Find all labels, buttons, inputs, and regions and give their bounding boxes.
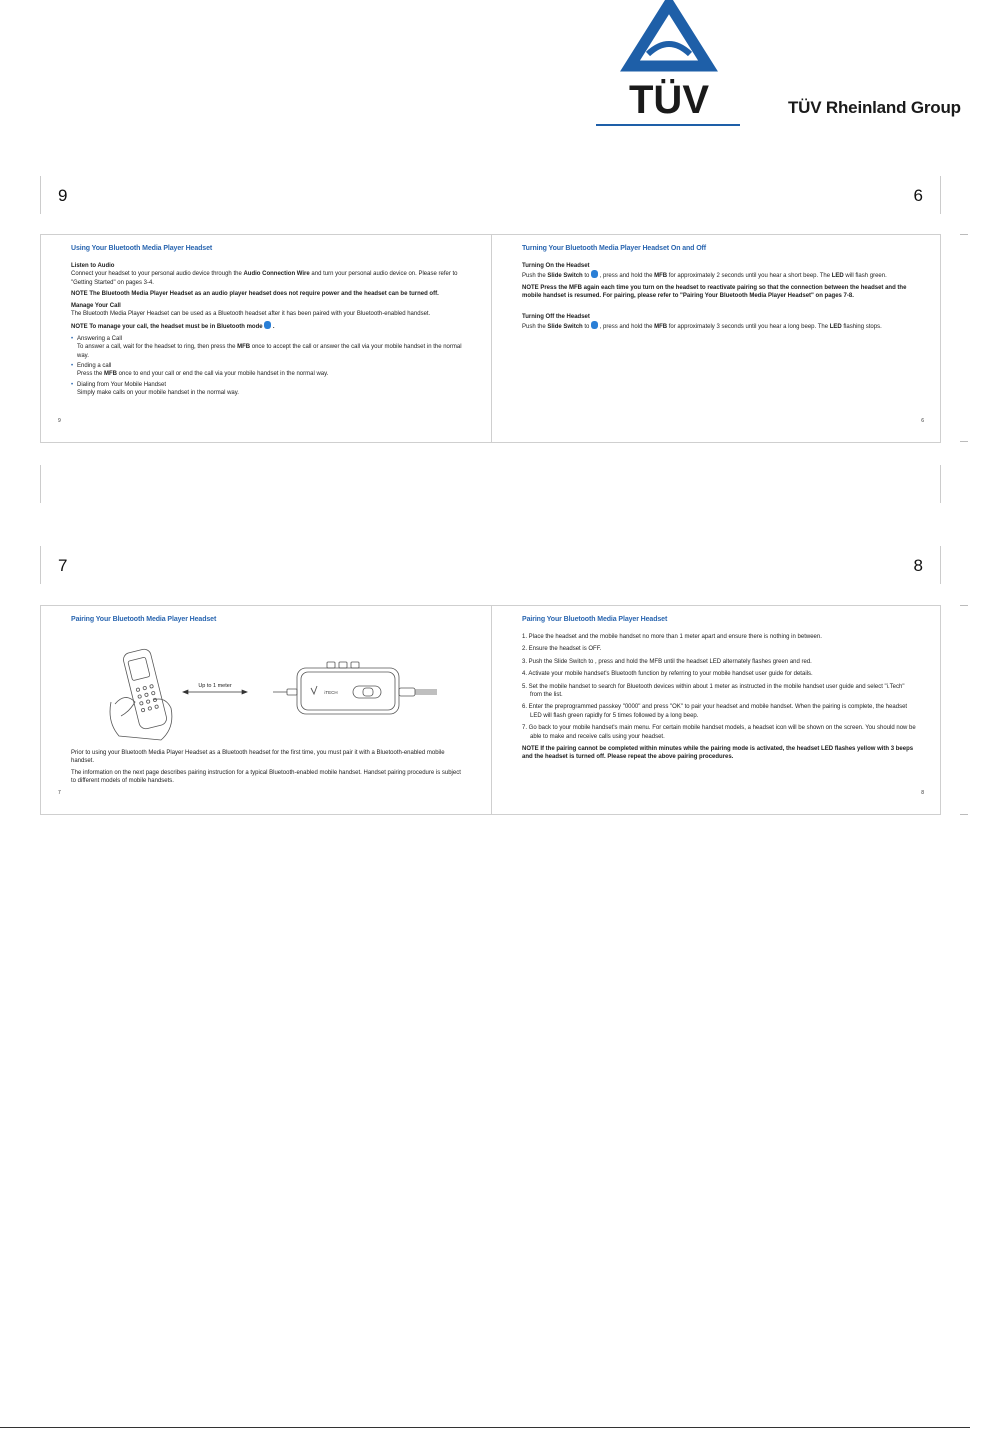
bluetooth-icon bbox=[591, 321, 598, 329]
tuv-logo bbox=[596, 0, 742, 128]
page-9 bbox=[41, 235, 491, 442]
list-item: 2. Ensure the headset is OFF. bbox=[522, 646, 602, 653]
list-item: • Ending a call Press the MFB once to end your call or end the call via your mobile handset in the normal way. bbox=[71, 362, 466, 379]
distance-label: Up to 1 meter bbox=[198, 683, 232, 689]
list-item: 4. Activate your mobile handset's Bluetooth function by referring to your mobile handset user guide for details. bbox=[522, 671, 813, 678]
list-item: 1. Place the headset and the mobile handset no more than 1 meter apart and ensure there is nothing in between. bbox=[522, 634, 822, 640]
page-7 bbox=[41, 606, 491, 814]
mobile-phone-icon bbox=[110, 648, 172, 740]
page-title: Using Your Bluetooth Media Player Headset bbox=[71, 245, 213, 252]
page-number-left: 7 bbox=[58, 556, 68, 575]
logo-text: TÜV bbox=[629, 78, 709, 122]
crop-mark bbox=[960, 234, 968, 235]
list-item: • Dialing from Your Mobile Handset Simply make calls on your mobile handset in the normal way. bbox=[71, 381, 466, 398]
note: NOTE To manage your call, the headset must be in Bluetooth mode . bbox=[71, 321, 466, 331]
page-body bbox=[71, 749, 466, 789]
page-title: Pairing Your Bluetooth Media Player Headset bbox=[522, 616, 668, 623]
section-heading: Turning On the Headset bbox=[522, 263, 590, 269]
headset-device-icon bbox=[273, 662, 437, 714]
blank-strip bbox=[40, 465, 941, 503]
logo-triangle-icon bbox=[630, 4, 708, 66]
page-footer-number: 7 bbox=[58, 790, 61, 796]
page-body bbox=[522, 633, 917, 765]
page-body bbox=[522, 262, 917, 334]
crop-mark bbox=[960, 605, 968, 606]
bluetooth-icon bbox=[264, 321, 271, 329]
page-title: Pairing Your Bluetooth Media Player Headset bbox=[71, 616, 217, 623]
page-footer-number: 8 bbox=[921, 790, 924, 796]
page-number-right: 8 bbox=[913, 556, 923, 575]
section-heading: Manage Your Call bbox=[71, 302, 121, 309]
paragraph: Push the Slide Switch to , press and hold the MFB for approximately 3 seconds until you hear a long beep. The LED flashing stops. bbox=[522, 321, 917, 331]
list-item: 6. Enter the preprogrammed passkey "0000" and press "OK" to pair your headset and mobile handset. When the pairing is complete, the headset LED will flash green rapidly for 5 times followed by a long beep. bbox=[522, 704, 908, 719]
spread-pages-9-6 bbox=[40, 234, 941, 443]
page-number-right: 6 bbox=[913, 186, 923, 205]
page-8 bbox=[491, 606, 941, 814]
note: NOTE If the pairing cannot be completed within minutes while the pairing mode is activated, the headset LED flashes yellow with 3 beeps and the headset is turned off. Please repeat the above pairing procedures. bbox=[522, 746, 914, 761]
distance-arrow bbox=[183, 690, 247, 694]
page-number-left: 9 bbox=[58, 186, 68, 205]
section-heading: Listen to Audio bbox=[71, 263, 115, 269]
pairing-steps-list bbox=[522, 633, 917, 741]
page-number-strip bbox=[40, 546, 941, 584]
brand-name: TÜV Rheinland Group bbox=[788, 98, 961, 117]
list-item: 3. Push the Slide Switch to , press and hold the MFB until the headset LED alternately flashes green and red. bbox=[522, 658, 812, 665]
page-body bbox=[71, 262, 466, 400]
crop-mark bbox=[960, 814, 968, 815]
section-heading: Turning Off the Headset bbox=[522, 313, 590, 320]
note: NOTE The Bluetooth Media Player Headset as an audio player headset does not require power and the headset can be turned off. bbox=[71, 291, 439, 298]
page-6 bbox=[491, 235, 941, 442]
device-brand-label: iTECH bbox=[324, 690, 338, 695]
paragraph: The information on the next page describes pairing instruction for a typical Bluetooth-enabled mobile handset. Handset pairing procedure is subject to different models of mobile handsets. bbox=[71, 769, 461, 785]
footer-rule bbox=[0, 1427, 970, 1428]
pairing-illustration bbox=[101, 642, 441, 742]
list-item: 7. Go back to your mobile handset's main menu. For certain mobile handset models, a headset icon will be shown on the screen. You should now be able to make and receive calls using your headset. bbox=[522, 725, 916, 740]
list-item: • Answering a Call To answer a call, wait for the headset to ring, then press the MFB once to accept the call or answer the call via your mobile handset in the normal way. bbox=[71, 335, 466, 360]
page-footer-number: 9 bbox=[58, 418, 61, 424]
paragraph: The Bluetooth Media Player Headset can be used as a Bluetooth headset after it has been paired with your Bluetooth-enabled handset. bbox=[71, 311, 431, 318]
spread-pages-7-8 bbox=[40, 605, 941, 815]
page-title: Turning Your Bluetooth Media Player Headset On and Off bbox=[522, 245, 707, 252]
note: NOTE Press the MFB again each time you turn on the headset to reactivate pairing so that the connection between the headset and the mobile handset is resumed. For pairing, please refer to "Pairing Your Bluetooth Media Player Headset" on pages 7-8. bbox=[522, 284, 907, 300]
paragraph: Connect your headset to your personal audio device through the Audio Connection Wire and turn your personal audio device on. Please refer to "Getting Started" on pages 3-4. bbox=[71, 271, 458, 286]
page-number-strip bbox=[40, 176, 941, 214]
crop-mark bbox=[960, 441, 968, 442]
page-footer-number: 6 bbox=[921, 418, 924, 424]
bluetooth-icon bbox=[591, 270, 598, 278]
list-item: 5. Set the mobile handset to search for Bluetooth devices within about 1 meter as instructed in the mobile handset user guide and select "i.Tech" from the list. bbox=[522, 683, 905, 699]
paragraph: Prior to using your Bluetooth Media Player Headset as a Bluetooth headset for the first time, you must pair it with a Bluetooth-enabled mobile handset. bbox=[71, 750, 445, 765]
paragraph: Push the Slide Switch to , press and hold the MFB for approximately 2 seconds until you hear a short beep. The LED will flash green. bbox=[522, 270, 917, 280]
